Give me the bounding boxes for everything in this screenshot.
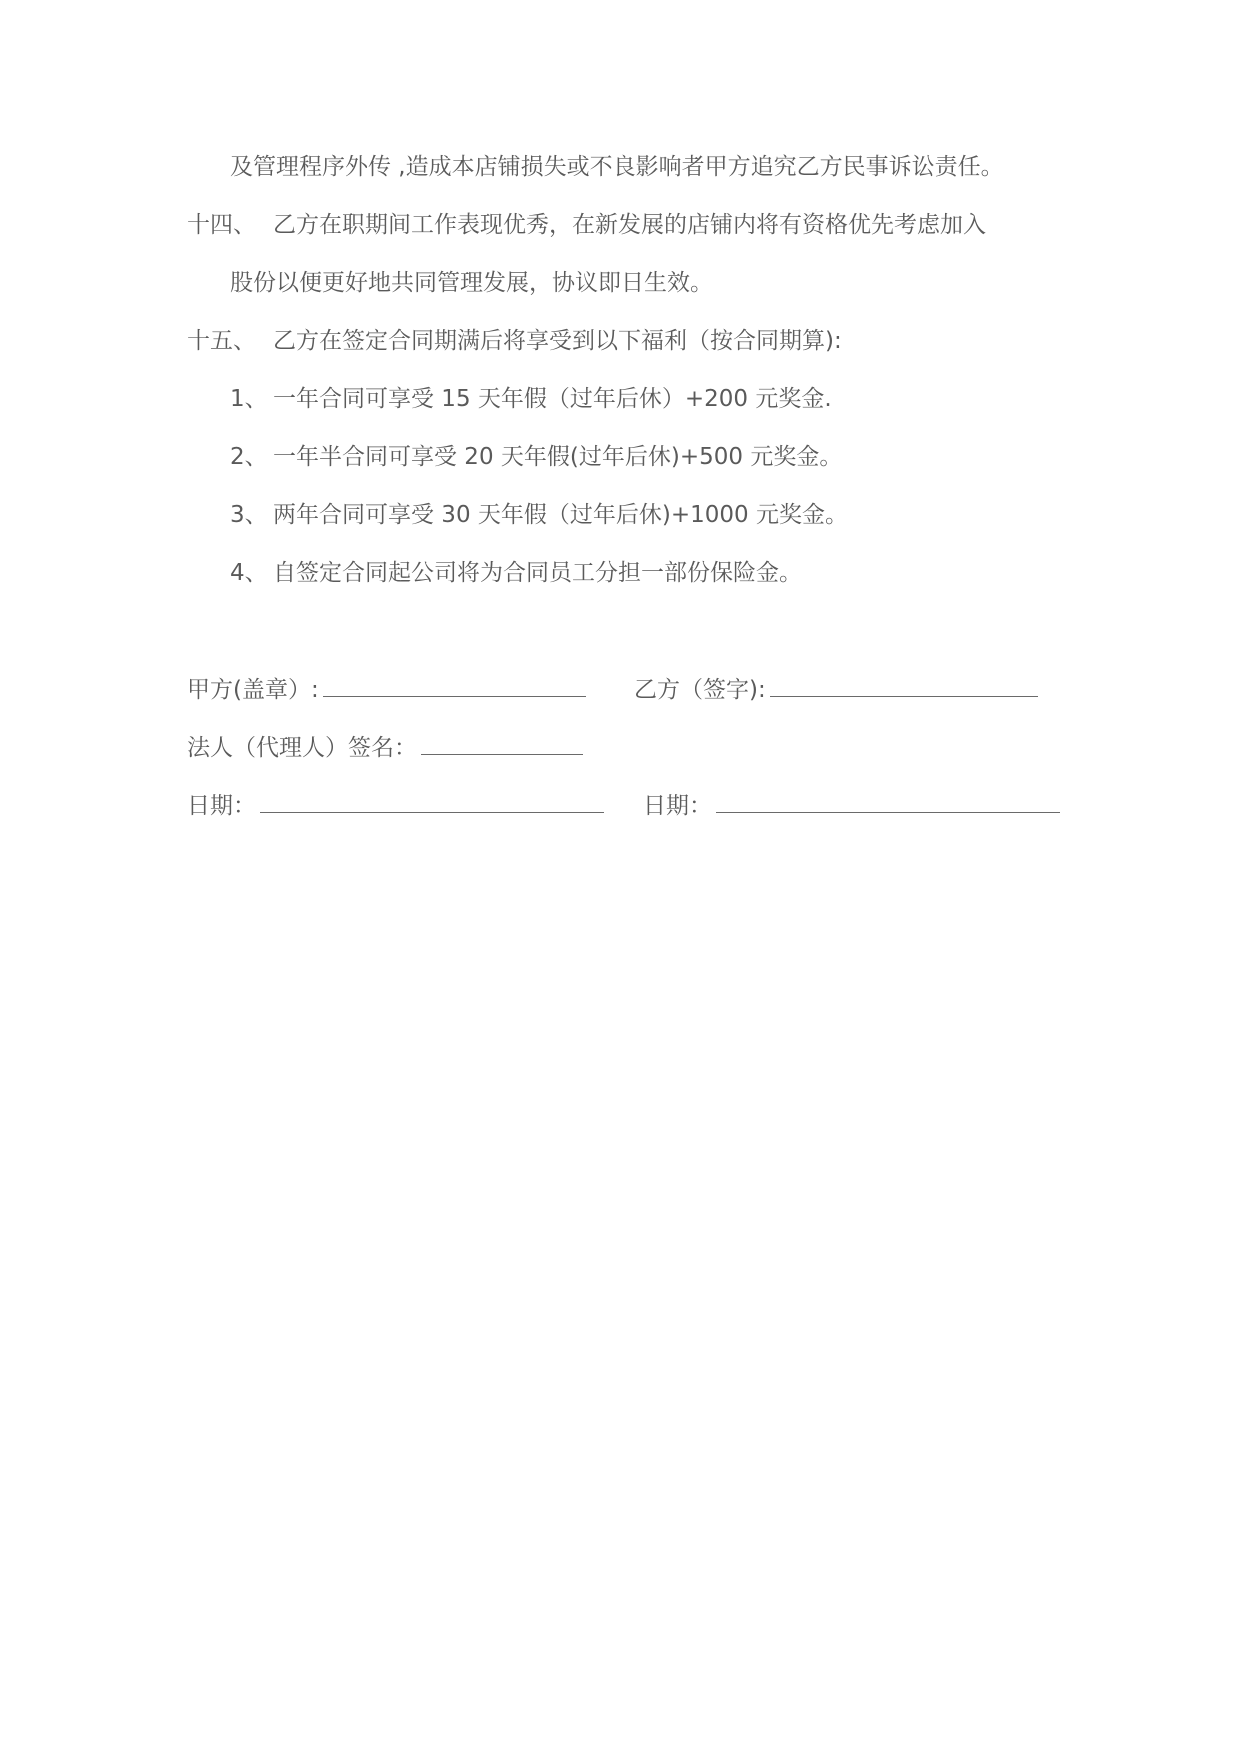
clause-15-number: 十五、 xyxy=(187,328,256,354)
date-b-blank-line[interactable] xyxy=(716,790,1060,813)
legal-representative-signature xyxy=(187,732,583,763)
party-b-label: 乙方（签字): xyxy=(634,677,766,703)
clause-13-continuation: 及管理程序外传 ,造成本店铺损失或不良影响者甲方追究乙方民事诉讼责任。 xyxy=(230,154,1004,180)
benefit-number: 3、 xyxy=(230,502,268,528)
date-b-field xyxy=(643,790,1060,821)
party-a-label: 甲方(盖章）: xyxy=(187,677,319,703)
date-b-label: 日期： xyxy=(643,793,712,819)
date-a-blank-line[interactable] xyxy=(260,790,604,813)
benefit-number: 1、 xyxy=(230,386,268,412)
date-a-field xyxy=(187,790,604,821)
benefit-text: 一年合同可享受 15 天年假（过年后休）+200 元奖金. xyxy=(273,386,832,412)
benefit-text: 自签定合同起公司将为合同员工分担一部份保险金。 xyxy=(273,560,802,586)
benefit-number: 2、 xyxy=(230,444,268,470)
party-b-blank-line[interactable] xyxy=(770,674,1038,697)
party-a-blank-line[interactable] xyxy=(323,674,586,697)
date-a-label: 日期： xyxy=(187,793,256,819)
legal-rep-blank-line[interactable] xyxy=(421,732,583,755)
clause-14-number: 十四、 xyxy=(187,212,256,238)
clause-15-line-1: 乙方在签定合同期满后将享受到以下福利（按合同期算): xyxy=(273,328,842,354)
clause-14-line-1: 乙方在职期间工作表现优秀，在新发展的店铺内将有资格优先考虑加入 xyxy=(273,212,986,238)
benefit-text: 两年合同可享受 30 天年假（过年后休)+1000 元奖金。 xyxy=(273,502,848,528)
clause-14-line-2: 股份以便更好地共同管理发展，协议即日生效。 xyxy=(230,270,713,296)
party-b-signature xyxy=(634,674,1038,705)
benefit-number: 4、 xyxy=(230,560,268,586)
party-a-signature xyxy=(187,674,586,705)
legal-rep-label: 法人（代理人）签名： xyxy=(187,735,417,761)
benefit-text: 一年半合同可享受 20 天年假(过年后休)+500 元奖金。 xyxy=(273,444,843,470)
